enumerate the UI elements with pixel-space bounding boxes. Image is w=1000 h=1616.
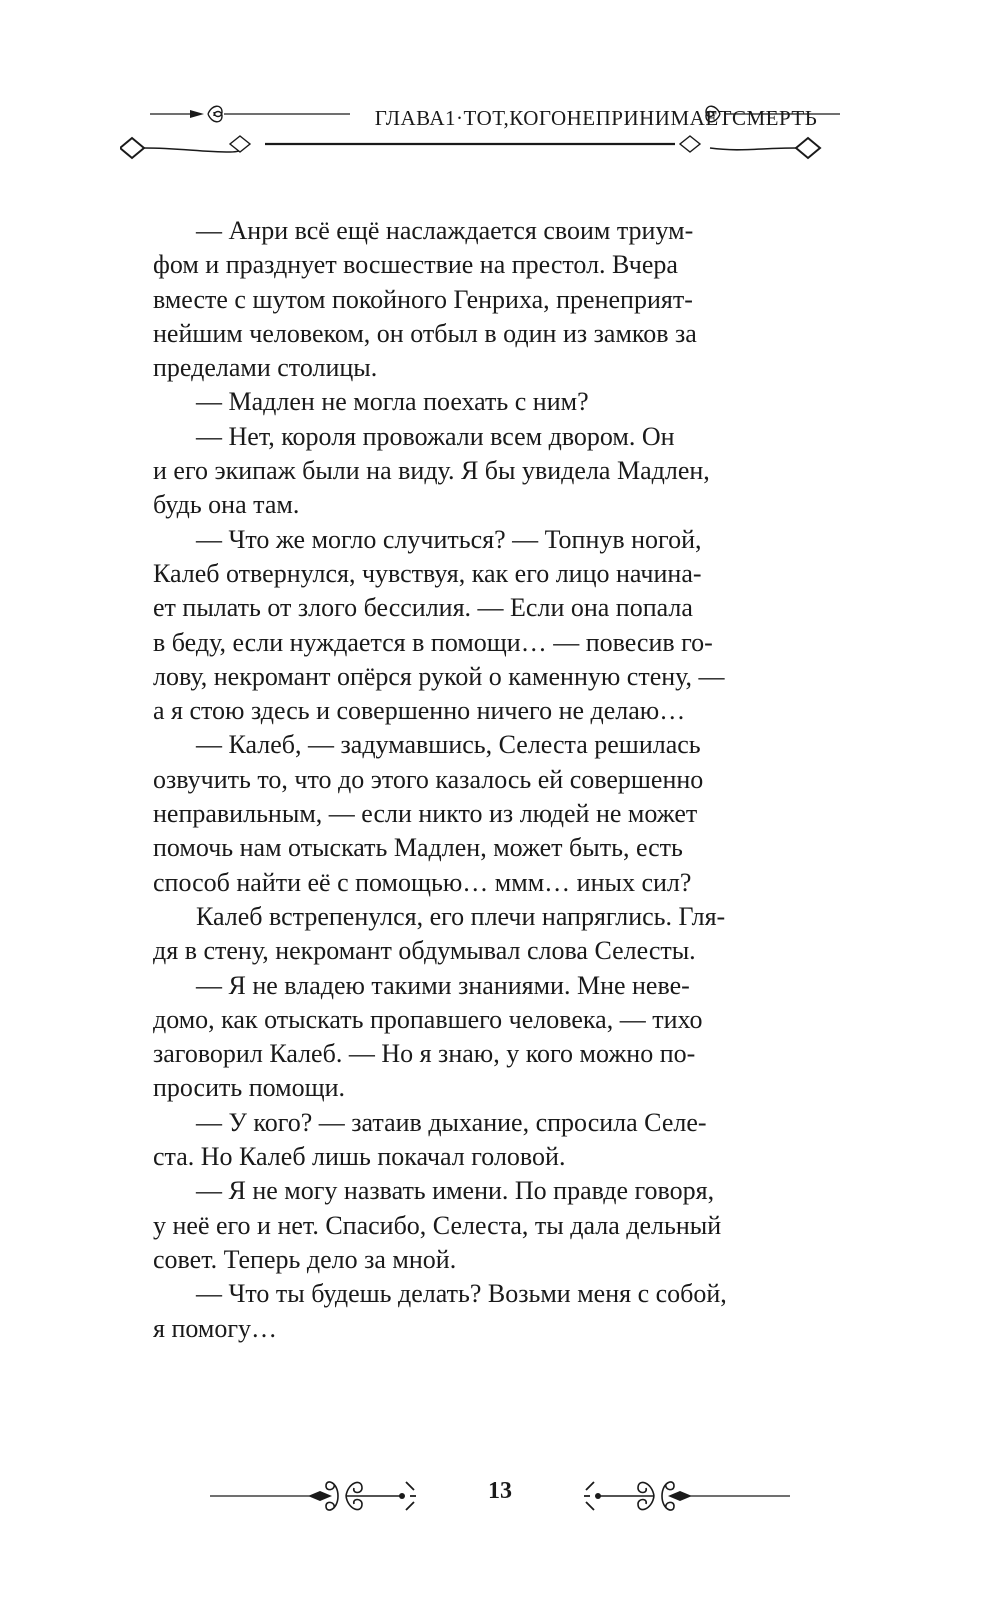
text-line: — Что же могло случиться? — Топнув ногой, [196,524,702,554]
text-line: ет пылать от злого бессилия. — Если она попала [153,593,693,623]
text-line: Калеб отвернулся, чувствуя, как его лицо начина- [153,558,702,588]
page-number: 13 [488,1478,512,1504]
text-line: вместе с шутом покойного Генриха, пренеприят- [153,284,693,314]
text-line: лову, некромант опёрся рукой о каменную стену, — [153,661,725,691]
text-line: просить помощи. [153,1073,346,1103]
text-line: ста. Но Калеб лишь покачал головой. [153,1142,566,1172]
text-line: я помогу… [153,1313,277,1343]
running-title: ГЛАВА1·ТОТ,КОГОНЕПРИНИМАЕТСМЕРТЬ [374,106,818,130]
page-header [120,96,860,176]
text-line: и его экипаж были на виду. Я бы увидела Мадлен, [153,456,710,486]
text-line: совет. Теперь дело за мной. [153,1244,457,1274]
page-footer [210,1460,790,1530]
text-line: а я стою здесь и совершенно ничего не делаю… [153,696,686,726]
text-line: у неё его и нет. Спасибо, Селеста, ты дала дельный [153,1210,722,1240]
text-line: — Мадлен не могла поехать с ним? [196,387,589,417]
text-line: заговорил Калеб. — Но я знаю, у кого можно по- [153,1039,696,1069]
text-line: нейшим человеком, он отбыл в один из замков за [153,318,697,348]
text-line: фом и празднует восшествие на престол. Вчера [153,250,678,280]
text-line: пределами столицы. [153,353,378,383]
text-line: — Калеб, — задумавшись, Селеста решилась [196,730,701,760]
text-line: — Что ты будешь делать? Возьми меня с собой, [196,1279,727,1309]
text-line: Калеб встрепенулся, его плечи напряглись. Гля- [196,901,726,931]
text-line: помочь нам отыскать Мадлен, может быть, есть [153,833,683,863]
text-line: способ найти её с помощью… ммм… иных сил? [153,867,692,897]
text-line: будь она там. [153,490,300,520]
text-line: — У кого? — затаив дыхание, спросила Селе- [196,1107,707,1137]
text-line: в беду, если нуждается в помощи… — повесив го- [153,627,713,657]
text-line: — Я не владею такими знаниями. Мне неве- [196,970,690,1000]
text-line: — Анри всё ещё наслаждается своим триум- [196,216,694,245]
text-line: — Нет, короля провожали всем двором. Он [196,421,675,451]
text-line: озвучить то, что до этого казалось ей совершенно [153,764,704,794]
text-line: неправильным, — если никто из людей не может [153,799,698,829]
text-line: дя в стену, некромант обдумывал слова Селесты. [153,936,696,966]
text-line: домо, как отыскать пропавшего человека, — тихо [153,1004,703,1034]
body-text [153,214,817,1346]
text-line: — Я не могу назвать имени. По правде говоря, [196,1176,715,1206]
